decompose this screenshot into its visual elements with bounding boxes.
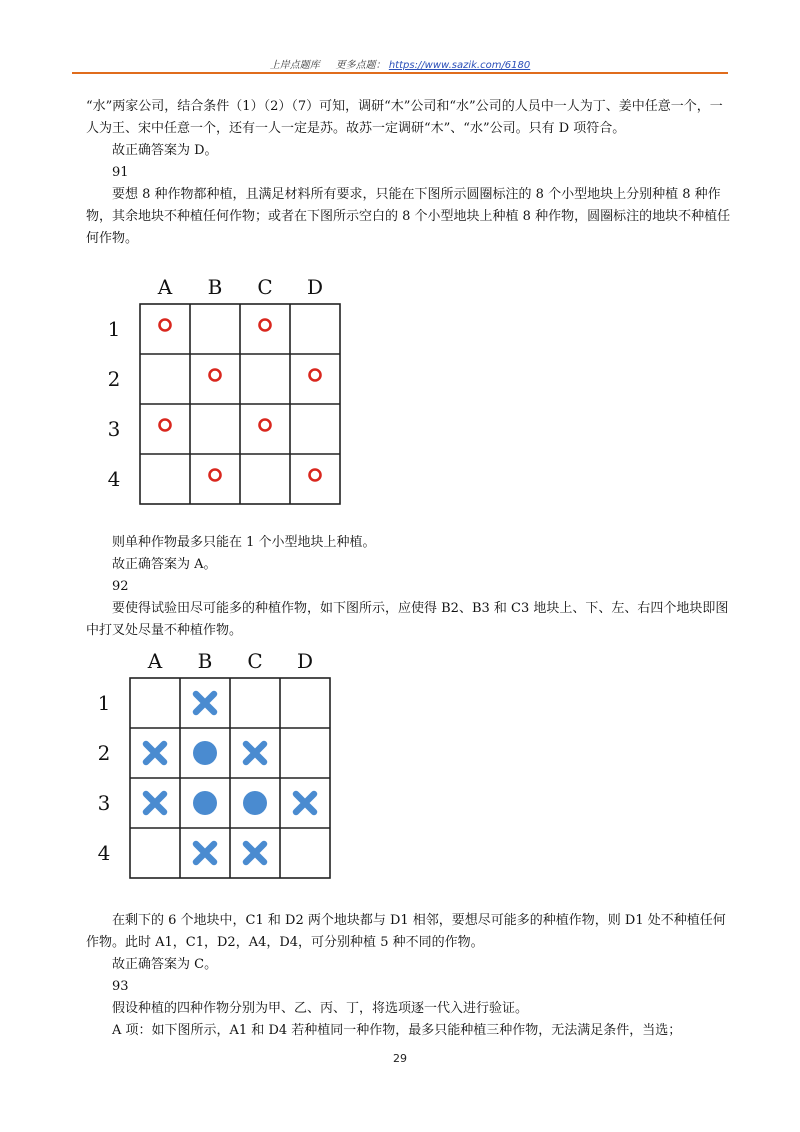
circle-mark-d2 [310, 370, 321, 381]
row-label-3: 3 [97, 791, 111, 815]
page-header [0, 56, 800, 71]
grid-figure-1 [86, 250, 734, 532]
row-label-4: 4 [107, 467, 121, 491]
circle-mark-c3 [260, 420, 271, 431]
column-label-d: D [296, 649, 314, 673]
column-label-c: C [257, 275, 273, 299]
answer-92: 故正确答案为 C。 [112, 957, 218, 972]
cross-mark-d3 [296, 794, 314, 812]
circle-mark-d4 [310, 470, 321, 481]
column-label-b: B [197, 649, 213, 673]
column-label-a: A [157, 275, 173, 299]
cross-mark-c2 [246, 744, 264, 762]
row-label-2: 2 [97, 741, 111, 765]
question-92-text: 要使得试验田尽可能多的种植作物，如下图所示，应使得 B2、B3 和 C3 地块上、下、左、右四个地块即图中打叉处尽量不种植作物。 [86, 601, 729, 638]
dot-mark-b2 [193, 741, 217, 765]
more-label: 更多点题： [335, 60, 386, 71]
circle-mark-a3 [160, 420, 171, 431]
row-label-2: 2 [107, 367, 121, 391]
grid-figure-2 [86, 642, 734, 910]
row-label-1: 1 [97, 691, 111, 715]
circle-mark-b4 [210, 470, 221, 481]
paragraph-continued: “水”两家公司，结合条件（1）（2）（7）可知，调研“木”公司和“水”公司的人员中一人为丁、姜中任意一个，一人为王、宋中任意一个，还有一人一定是苏。故苏一定调研“木”、“水”公司。只有 D 项符合。 [86, 99, 723, 136]
header-rule [72, 72, 728, 74]
column-label-c: C [247, 649, 263, 673]
header-link[interactable]: https://www.sazik.com/6180 [388, 60, 531, 71]
question-93-option-a: A 项：如下图所示，A1 和 D4 若种植同一种作物，最多只能种植三种作物，无法满足条件，当选； [112, 1023, 682, 1038]
grid-1-svg [86, 250, 734, 532]
question-93-number: 93 [112, 979, 129, 994]
cross-mark-b1 [196, 694, 214, 712]
question-91-after: 则单种作物最多只能在 1 个小型地块上种植。 [112, 535, 376, 550]
circle-mark-b2 [210, 370, 221, 381]
cross-mark-a2 [146, 744, 164, 762]
row-label-4: 4 [97, 841, 111, 865]
grid-2-svg [86, 642, 734, 910]
column-label-d: D [306, 275, 324, 299]
cross-mark-a3 [146, 794, 164, 812]
site-name: 上岸点题库 [269, 60, 320, 71]
circle-mark-a1 [160, 320, 171, 331]
cross-mark-c4 [246, 844, 264, 862]
circle-mark-c1 [260, 320, 271, 331]
question-92-number: 92 [112, 579, 129, 594]
row-label-3: 3 [107, 417, 121, 441]
question-93-text: 假设种植的四种作物分别为甲、乙、丙、丁，将选项逐一代入进行验证。 [112, 1001, 529, 1016]
dot-mark-c3 [243, 791, 267, 815]
page-number: 29 [393, 1052, 407, 1065]
question-92-after: 在剩下的 6 个地块中，C1 和 D2 两个地块都与 D1 相邻，要想尽可能多的种植作物，则 D1 处不种植任何作物。此时 A1，C1，D2，A4，D4，可分别种植 5 种不同的作物。 [86, 913, 726, 950]
column-label-b: B [207, 275, 223, 299]
question-91-number: 91 [112, 165, 129, 180]
row-label-1: 1 [107, 317, 121, 341]
column-label-a: A [147, 649, 163, 673]
answer-91: 故正确答案为 A。 [112, 557, 217, 572]
answer-90: 故正确答案为 D。 [112, 143, 218, 158]
page-content [86, 96, 734, 1042]
question-91-text: 要想 8 种作物都种植，且满足材料所有要求，只能在下图所示圆圈标注的 8 个小型地块上分别种植 8 种作物，其余地块不种植任何作物；或者在下图所示空白的 8 个小型地块上种植 8 种作物，圆圈标注的地块不种植任何作物。 [86, 187, 731, 246]
dot-mark-b3 [193, 791, 217, 815]
cross-mark-b4 [196, 844, 214, 862]
